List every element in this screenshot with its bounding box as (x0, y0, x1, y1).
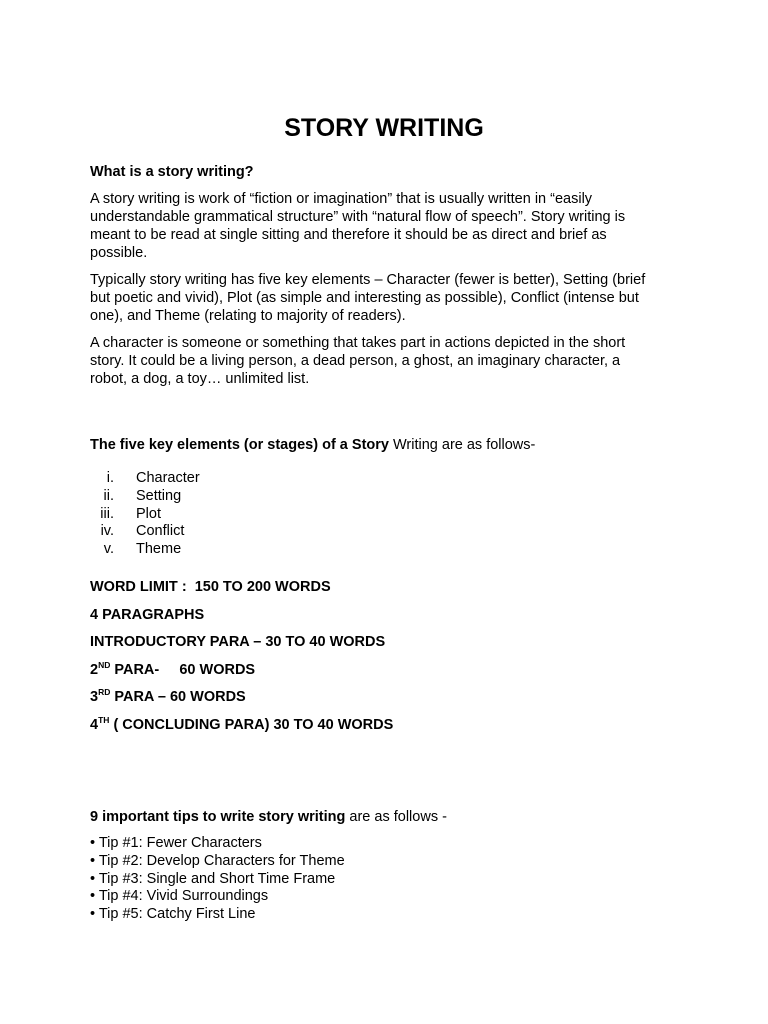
list-item (90, 523, 185, 541)
elements-heading-bold: The five key elements (or stages) of a Story (90, 437, 389, 453)
paragraph-definition: A story writing is work of “fiction or imagination” that is usually written in “easily understandable grammatical structure” with “natural flow of speech”. Story writing is meant to be read at single sitting and therefore it should be as direct and brief as possible. (90, 191, 626, 261)
third-para-text: PARA – 60 WORDS (110, 689, 246, 706)
tips-list (90, 835, 345, 924)
word-limit-line: WORD LIMIT : 150 TO 200 WORDS (90, 579, 331, 595)
list-item-number: i. (106, 470, 114, 486)
elements-list (90, 470, 200, 559)
list-item-number: iv. (100, 523, 114, 540)
paragraph-count-line: 4 PARAGRAPHS (90, 606, 205, 623)
tip-item: • Tip #3: Single and Short Time Frame (90, 870, 336, 887)
list-item-label: Plot (136, 505, 161, 522)
tips-heading-normal: are as follows - (345, 809, 447, 825)
list-item-label: Character (136, 470, 200, 486)
second-para-text: PARA- 60 WORDS (110, 661, 256, 678)
tip-item: • Tip #4: Vivid Surroundings (90, 888, 269, 905)
fourth-para-line (90, 716, 393, 744)
list-item (90, 487, 182, 506)
fourth-para-number: 4 (90, 716, 99, 733)
third-para-number: 3 (90, 689, 99, 706)
tip-item: • Tip #2: Develop Characters for Theme (90, 852, 345, 869)
tip-item: • Tip #5: Catchy First Line (90, 906, 256, 923)
list-item (90, 470, 200, 488)
tips-heading-bold: 9 important tips to write story writing (90, 809, 346, 825)
tip-item: • Tip #1: Fewer Characters (90, 835, 262, 851)
second-para-line (90, 661, 393, 689)
paragraph-key-elements: Typically story writing has five key elements – Character (fewer is better), Setting (brief but poetic and vivid), Plot (as simple and interesting as possible), Conflict (intense but one), and Theme (relating to majority of readers). (90, 272, 646, 324)
fourth-para-ordinal: TH (98, 714, 110, 725)
list-item-number: iii. (100, 505, 114, 522)
second-para-number: 2 (90, 661, 99, 678)
list-item-label: Theme (136, 541, 182, 558)
question-heading: What is a story writing? (90, 164, 254, 180)
elements-heading (90, 436, 535, 454)
list-item-number: v. (103, 541, 114, 558)
word-limit-section (90, 578, 393, 744)
third-para-ordinal: RD (98, 687, 111, 698)
list-item (90, 505, 161, 524)
fourth-para-text: ( CONCLUDING PARA) 30 TO 40 WORDS (109, 716, 394, 733)
paragraph-character: A character is someone or something that takes part in actions depicted in the short story. It could be a living person, a dead person, a ghost, an imaginary character, a robot, a dog, a toy… unlimited list. (90, 335, 626, 387)
tips-heading (90, 808, 447, 826)
list-item (90, 541, 182, 559)
third-para-line (90, 688, 393, 716)
intro-para-line: INTRODUCTORY PARA – 30 TO 40 WORDS (90, 634, 386, 651)
list-item-number: ii. (103, 487, 114, 504)
list-item-label: Conflict (136, 523, 185, 540)
list-item-label: Setting (136, 487, 182, 504)
document-title: STORY WRITING (284, 114, 484, 142)
elements-heading-normal: Writing are as follows- (388, 437, 536, 453)
second-para-ordinal: ND (98, 659, 111, 670)
